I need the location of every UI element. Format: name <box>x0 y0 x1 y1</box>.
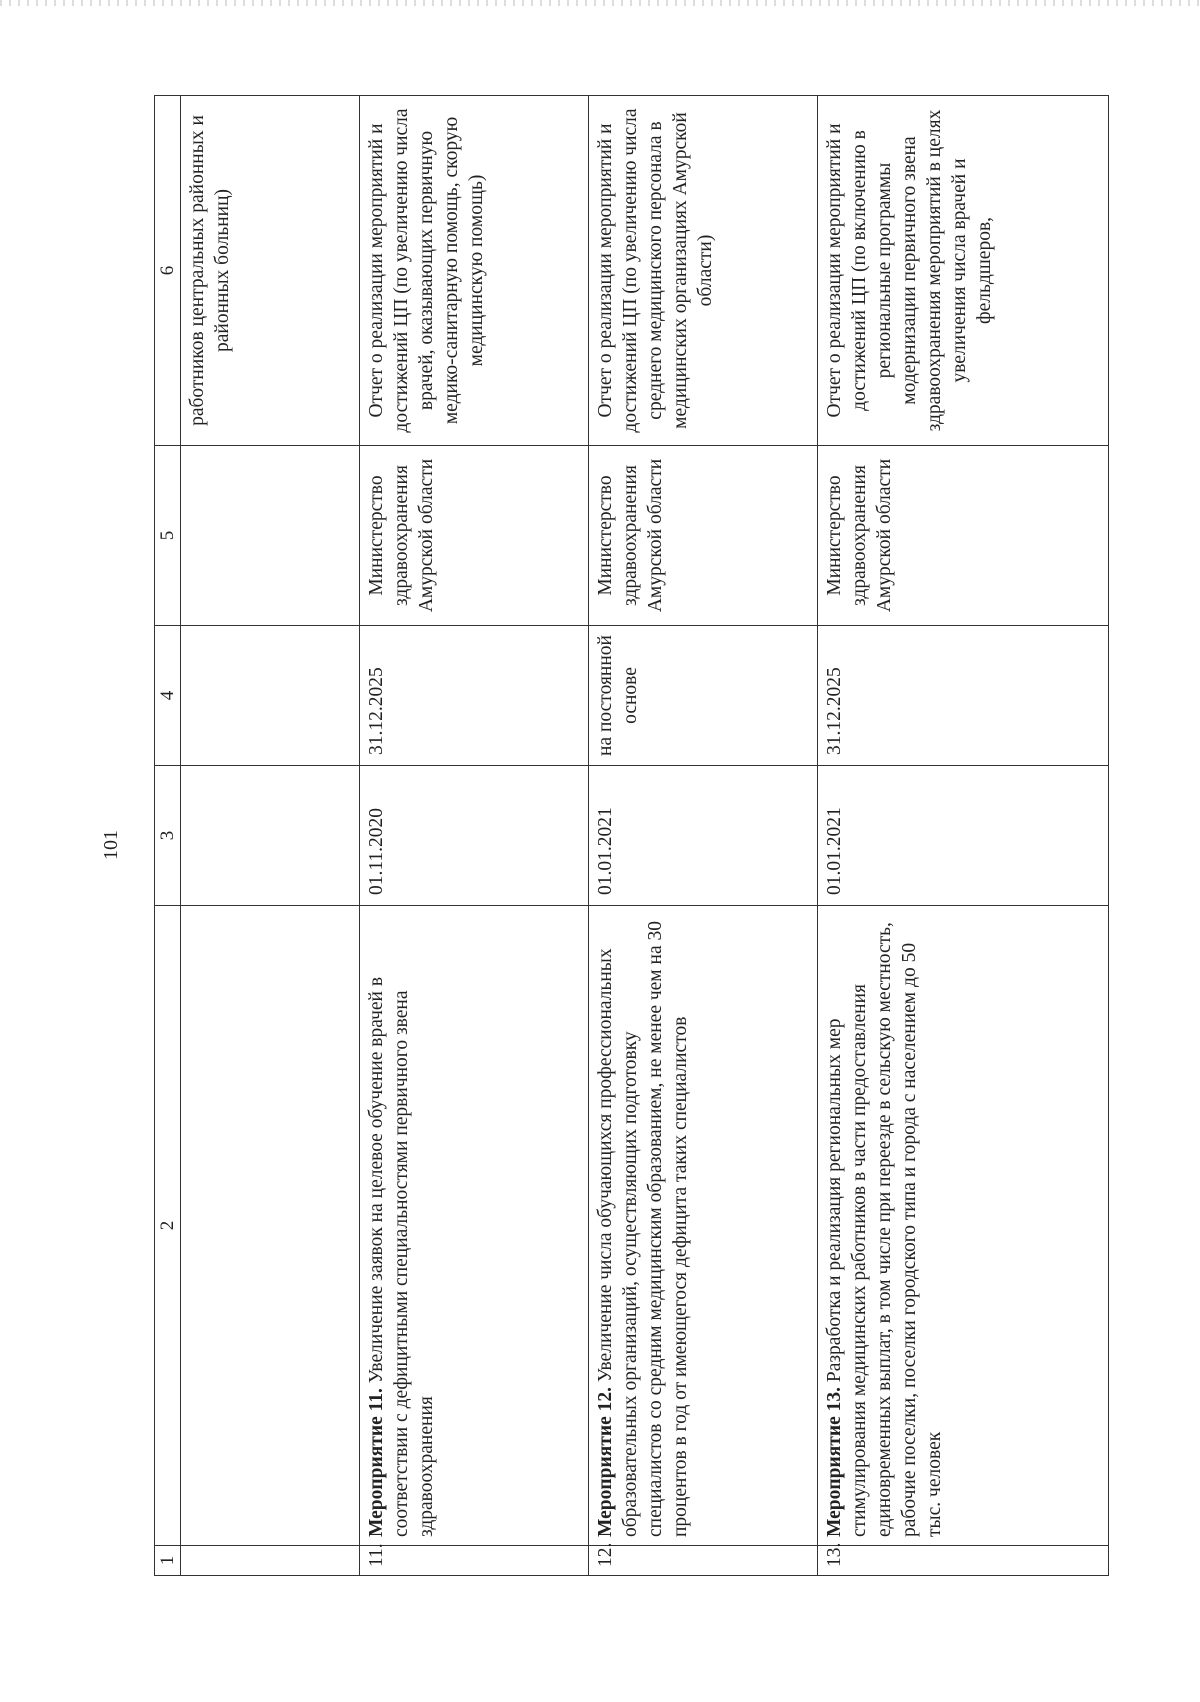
end-date: 31.12.2025 <box>360 626 589 766</box>
header-col-5: 5 <box>155 446 181 626</box>
event-title: Мероприятие 13. <box>824 1387 845 1537</box>
row-number: 11. <box>360 1546 589 1576</box>
result-cell: Отчет о реализации мероприятий и достижений ЦП (по увеличению числа среднего медицинского персонала в медицинских организациях Амурской области) <box>589 96 818 446</box>
table-row <box>360 96 589 1576</box>
header-col-3: 3 <box>155 766 181 906</box>
event-text: Увеличение заявок на целевое обучение врачей в соответствии с дефицитными специальностями первичного звена здравоохранения <box>366 976 437 1537</box>
header-col-2: 2 <box>155 906 181 1546</box>
table-row <box>589 96 818 1576</box>
header-col-1: 1 <box>155 1546 181 1576</box>
responsible: Министерство здравоохранения Амурской области <box>818 446 1109 626</box>
result-cell: Отчет о реализации мероприятий и достижений ЦП (по увеличению числа врачей, оказывающих первичную медико-санитарную помощь, скорую медицинскую помощь) <box>360 96 589 446</box>
result-cell: работников центральных районных и районных больниц) <box>181 96 360 446</box>
responsible: Министерство здравоохранения Амурской области <box>360 446 589 626</box>
measures-table <box>154 95 1109 1576</box>
header-col-4: 4 <box>155 626 181 766</box>
header-col-6: 6 <box>155 96 181 446</box>
start-date: 01.11.2020 <box>360 766 589 906</box>
empty-cell <box>181 1546 360 1576</box>
header-row <box>155 96 181 1576</box>
result-cell: Отчет о реализации мероприятий и достижений ЦП (по включению в региональные программы модернизации первичного звена здравоохранения мероприятий в целях увеличения числа врачей и фельдшеров, <box>818 96 1109 446</box>
empty-cell <box>181 906 360 1546</box>
row-number: 13. <box>818 1546 1109 1576</box>
event-cell <box>589 906 818 1546</box>
continuation-row <box>181 96 360 1576</box>
start-date: 01.01.2021 <box>818 766 1109 906</box>
start-date: 01.01.2021 <box>589 766 818 906</box>
event-text: Разработка и реализация региональных мер стимулирования медицинских работников в части предоставления единовременных выплат, в том числе при переезде в сельскую местность, рабочие поселки, поселки городского типа и города с населением до 50 тыс. человек <box>824 922 945 1537</box>
row-number: 12. <box>589 1546 818 1576</box>
event-cell <box>360 906 589 1546</box>
event-title: Мероприятие 11. <box>366 1388 387 1537</box>
empty-cell <box>181 446 360 626</box>
event-text: Увеличение числа обучающихся профессиональных образовательных организаций, осуществляющих подготовку специалистов со средним медицинским образованием, не менее чем на 30 процентов в год от имеющегося дефицита таких специалистов <box>595 921 691 1537</box>
event-cell <box>818 906 1109 1546</box>
page-number: 101 <box>100 830 122 860</box>
empty-cell <box>181 766 360 906</box>
responsible: Министерство здравоохранения Амурской области <box>589 446 818 626</box>
end-date: 31.12.2025 <box>818 626 1109 766</box>
table-row <box>818 96 1109 1576</box>
empty-cell <box>181 626 360 766</box>
event-title: Мероприятие 12. <box>595 1387 616 1537</box>
end-date: на постоянной основе <box>589 626 818 766</box>
scan-edge-artifact <box>0 0 1200 6</box>
rotated-table-canvas <box>154 96 1094 1576</box>
